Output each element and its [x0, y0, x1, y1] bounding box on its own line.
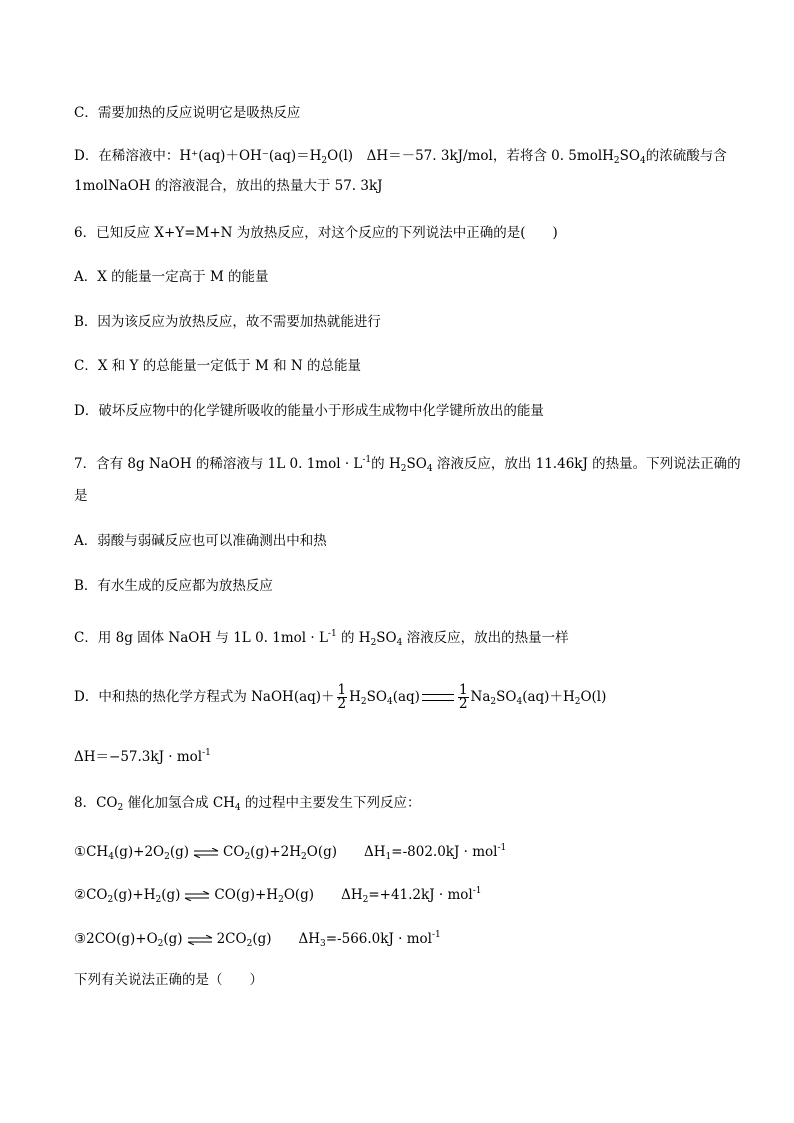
option-d-q5: D．在稀溶液中：$H^+(aq)+OH^-(aq)=H_2O(l)$ ΔH＝－57. 3kJ/mol，若将含 0. $5molH_2SO_4$的浓硫酸与含 — [74, 148, 727, 166]
reversible-arrow-icon — [184, 891, 210, 901]
question-7: 7．含有 8g NaOH 的稀溶液与 1L 0. $1mol \cdot L^{-1}$的 $H_2SO_4$ 溶液反应，放出 11.46kJ 的热量。下列说法正确的 — [74, 455, 741, 474]
reversible-arrow-icon — [193, 848, 219, 858]
q7-option-d: D．中和热的热化学方程式为 NaOH(aq)＋ $\frac{1}{2}$ $H_2SO_4(aq)$ $\frac{1}{2}$ $Na_2SO_4(aq)+H_2O(l)$ — [74, 682, 607, 712]
option-d-q5-line2: 1molNaOH 的溶液混合，放出的热量大于 57. 3kJ — [74, 178, 383, 194]
q6-option-a: A．X 的能量一定高于 M 的能量 — [74, 269, 269, 285]
q6-option-d: D．破坏反应物中的化学键所吸收的能量小于形成生成物中化学键所放出的能量 — [74, 403, 544, 419]
option-c-q5: C．需要加热的反应说明它是吸热反应 — [74, 105, 301, 121]
question-8-ask: 下列有关说法正确的是（ ） — [74, 972, 263, 988]
q7-option-b: B．有水生成的反应都为放热反应 — [74, 578, 273, 594]
equals-sign — [422, 694, 454, 701]
question-8: 8．$CO_2$ 催化加氢合成 $CH_4$ 的过程中主要发生下列反应： — [74, 795, 421, 813]
fraction-half-2: $\frac{1}{2}$ — [458, 682, 468, 712]
reaction-3: $③2CO(g)+O_2(g)$ $2CO_2(g)$ $\Delta H_3=-566.0kJ \cdot mol^{-1}$ — [74, 930, 441, 949]
q7-option-a: A．弱酸与弱碱反应也可以准确测出中和热 — [74, 533, 327, 549]
question-7-line2: 是 — [74, 488, 88, 504]
fraction-half: $\frac{1}{2}$ — [337, 682, 347, 712]
reversible-arrow-icon — [187, 935, 213, 945]
q7-option-c: C．用 8g 固体 NaOH 与 1L 0. $1mol \cdot L^{-1}$ 的 $H_2SO_4$ 溶液反应，放出的热量一样 — [74, 629, 569, 648]
q6-option-b: B．因为该反应为放热反应，故不需要加热就能进行 — [74, 314, 381, 330]
question-6: 6．已知反应 X+Y=M+N 为放热反应，对这个反应的下列说法中正确的是( ) — [74, 225, 558, 241]
q6-option-c: C．X 和 Y 的总能量一定低于 M 和 N 的总能量 — [74, 358, 362, 374]
reaction-1: $①CH_4(g)+2O_2(g)$ $CO_2(g)+2H_2O(g)$ $\Delta H_1=-802.0kJ \cdot mol^{-1}$ — [74, 843, 507, 862]
q7-option-d-dh: ΔH＝−57.3kJ · mol$^{-1}$ — [74, 748, 211, 765]
reaction-2: $②CO_2(g)+H_2(g)$ $CO(g)+H_2O(g)$ $\Delta H_2=+41.2kJ \cdot mol^{-1}$ — [74, 886, 482, 905]
